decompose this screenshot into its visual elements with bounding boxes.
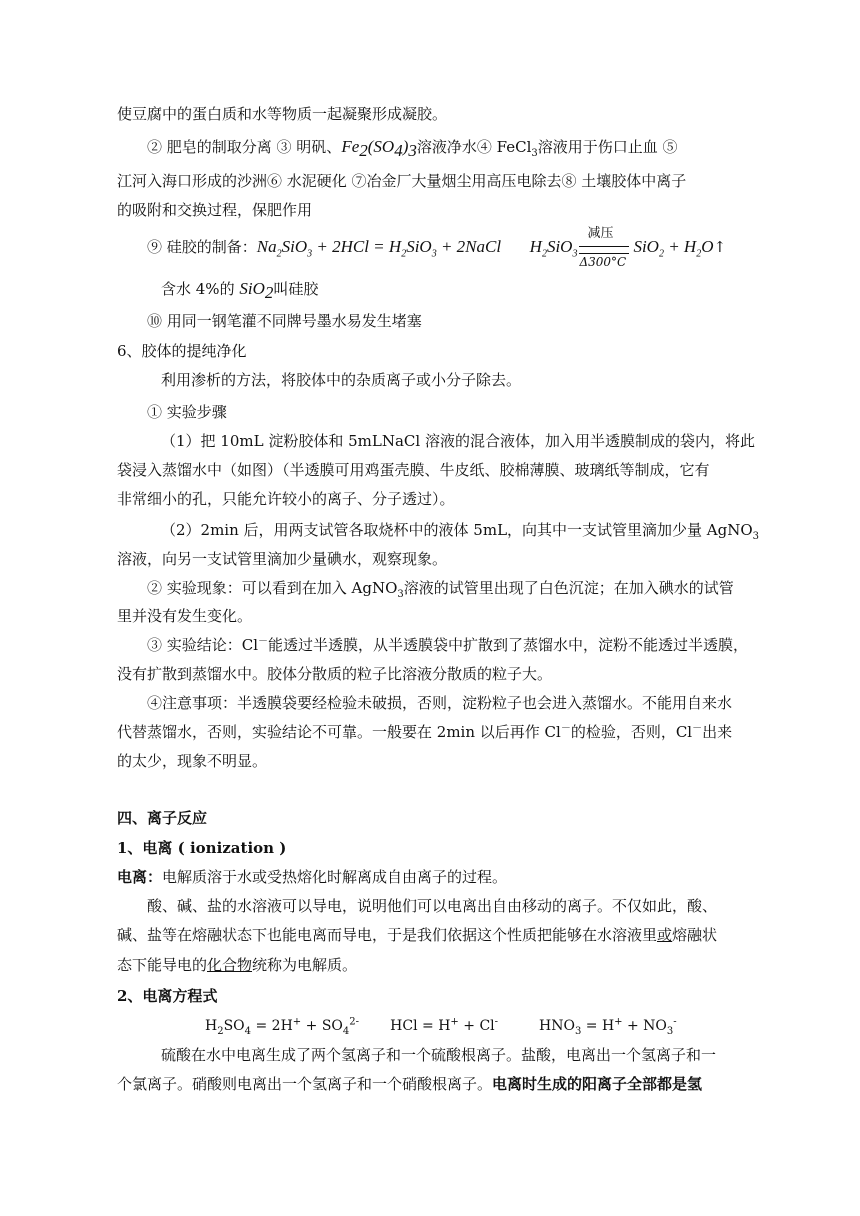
paragraph: 里并没有发生变化。 <box>117 607 253 625</box>
paragraph: 使豆腐中的蛋白质和水等物质一起凝聚形成凝胶。 <box>117 105 448 123</box>
paragraph: 硫酸在水中电离生成了两个氢离子和一个硫酸根离子。盐酸，电离出一个氢离子和一 <box>161 1046 717 1064</box>
paragraph: （2）2min 后，用两支试管各取烧杯中的液体 5mL，向其中一支试管里滴加少量 AgNO$_3$ <box>161 521 760 542</box>
paragraph: 含水 4%的 SiO$_2$叫硅胶 <box>161 279 319 302</box>
paragraph: 个氯离子。硝酸则电离出一个氢离子和一个硝酸根离子。电离时生成的阳离子全部都是氢 <box>117 1075 703 1093</box>
paragraph: ⑩ 用同一钢笔灌不同牌号墨水易发生堵塞 <box>147 312 422 330</box>
paragraph: 利用渗析的方法，将胶体中的杂质离子或小分子除去。 <box>161 371 522 389</box>
equation-line: $H_2SO_4 = 2H^+ + SO_4^{2-}$ HCl = H+ + Cl- <box>205 1016 499 1037</box>
paragraph: 的太少，现象不明显。 <box>117 752 268 770</box>
paragraph: ③ 实验结论：Cl－能透过半透膜，从半透膜袋中扩散到了蒸馏水中，淀粉不能透过半透膜， <box>147 636 749 654</box>
paragraph: 态下能导电的化合物统称为电解质。 <box>117 956 358 974</box>
paragraph: 袋浸入蒸馏水中（如图）（半透膜可用鸡蛋壳膜、牛皮纸、胶棉薄膜、玻璃纸等制成，它有 <box>117 461 710 479</box>
paragraph: 非常细小的孔，只能允许较小的离子、分子透过）。 <box>117 490 455 508</box>
paragraph: ① 实验步骤 <box>147 403 227 421</box>
section-heading: 四、离子反应 <box>117 809 208 827</box>
paragraph: ② 肥皂的制取分离 ③ 明矾、$Fe_2(SO_4)_3$溶液净水④ FeCl$_3$溶液用于伤口止血 ⑤ <box>147 137 678 160</box>
subsection-heading: 2、电离方程式 <box>117 987 218 1005</box>
equation-line: $HNO_3 = H^+ + NO_3^-$ <box>539 1016 677 1037</box>
paragraph: （1）把 10mL 淀粉胶体和 5mLNaCl 溶液的混合液体，加入用半透膜制成的袋内，将此 <box>161 432 755 450</box>
paragraph: 电离：电解质溶于水或受热熔化时解离成自由离子的过程。 <box>117 868 508 886</box>
equation-line: ⑨ 硅胶的制备：$Na_2SiO_3 + 2HCl = H_2SiO_3$ + 2NaCl $H_2SiO_3$ 减压 Δ300°C $SiO_2 + H_2O↑$ <box>147 226 727 269</box>
paragraph: 代替蒸馏水，否则，实验结论不可靠。一般要在 2min 以后再作 Cl－的检验，否则，Cl－出来 <box>117 723 733 741</box>
paragraph: 溶液，向另一支试管里滴加少量碘水，观察现象。 <box>117 550 448 568</box>
paragraph: 碱、盐等在熔融状态下也能电离而导电，于是我们依据这个性质把能够在水溶液里或熔融状 <box>117 926 718 944</box>
subsection-heading: 1、电离 ( ionization ) <box>117 839 287 857</box>
paragraph: 江河入海口形成的沙洲⑥ 水泥硬化 ⑦冶金厂大量烟尘用高压电除去⑧ 土壤胶体中离子 <box>117 172 687 190</box>
reaction-condition: 减压 Δ300°C <box>577 238 633 258</box>
paragraph: ② 实验现象：可以看到在加入 AgNO$_3$溶液的试管里出现了白色沉淀；在加入碘水的试管 <box>147 579 734 600</box>
section-heading: 6、胶体的提纯净化 <box>117 342 247 360</box>
paragraph: 的吸附和交换过程，保肥作用 <box>117 201 313 219</box>
paragraph: 酸、碱、盐的水溶液可以导电，说明他们可以电离出自由移动的离子。不仅如此，酸、 <box>147 897 718 915</box>
paragraph: 没有扩散到蒸馏水中。胶体分散质的粒子比溶液分散质的粒子大。 <box>117 665 553 683</box>
paragraph: ④注意事项：半透膜袋要经检验未破损，否则，淀粉粒子也会进入蒸馏水。不能用自来水 <box>147 694 733 712</box>
